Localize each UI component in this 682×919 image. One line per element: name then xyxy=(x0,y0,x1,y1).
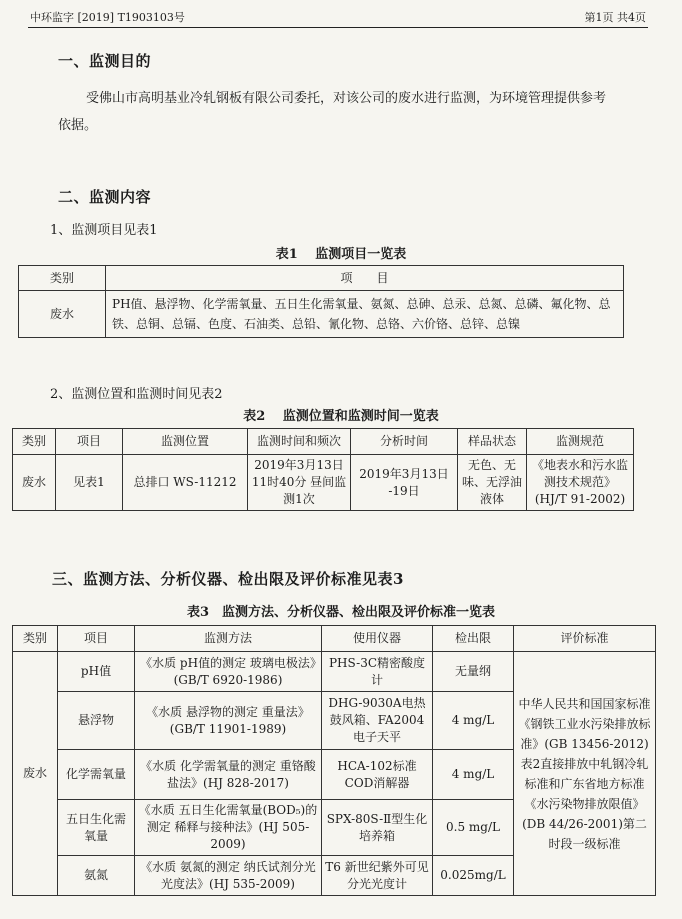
table3-limit: 0.5 mg/L xyxy=(433,800,514,856)
table3-item: 氨氮 xyxy=(58,856,135,896)
section3-title: 三、监测方法、分析仪器、检出限及评价标准见表3 xyxy=(52,570,404,588)
table3-method: 《水质 悬浮物的测定 重量法》(GB/T 11901-1989) xyxy=(135,692,322,750)
section1-title: 一、监测目的 xyxy=(58,52,152,70)
header-rule xyxy=(28,27,648,28)
table3-method: 《水质 氨氮的测定 纳氏试剂分光光度法》(HJ 535-2009) xyxy=(135,856,322,896)
table3-standard: 中华人民共和国国家标准《钢铁工业水污染排放标准》(GB 13456-2012)表2直接排放中轧钢冷轧标准和广东省地方标准《水污染物排放限值》(DB 44/26-2001)第二时段一级标准 xyxy=(514,652,656,896)
table3-instrument: DHG-9030A电热鼓风箱、FA2004电子天平 xyxy=(322,692,433,750)
section2-sub2: 2、监测位置和监测时间见表2 xyxy=(50,387,223,402)
table3-header: 监测方法 xyxy=(135,626,322,652)
table3-limit: 无量纲 xyxy=(433,652,514,692)
table2-header: 样品状态 xyxy=(458,429,527,455)
table1-items: PH值、悬浮物、化学需氧量、五日生化需氧量、氨氮、总砷、总汞、总氮、总磷、氟化物、总铁、总铜、总镉、色度、石油类、总铅、氰化物、总铬、六价铬、总锌、总镍 xyxy=(106,291,624,338)
table2-caption: 表2 监测位置和监测时间一览表 xyxy=(243,409,439,424)
document-number: 中环监字 [2019] T1903103号 xyxy=(30,11,185,24)
table3-caption: 表3 监测方法、分析仪器、检出限及评价标准一览表 xyxy=(186,605,496,620)
table3-limit: 4 mg/L xyxy=(433,692,514,750)
section1-paragraph: 受佛山市高明基业冷轧钢板有限公司委托，对该公司的废水进行监测，为环境管理提供参考依据。 xyxy=(58,91,607,133)
table2-cell: 无色、无味、无浮油液体 xyxy=(458,455,527,511)
page-number: 第1页 共4页 xyxy=(584,11,646,24)
table3-header: 项目 xyxy=(58,626,135,652)
table2-header: 类别 xyxy=(13,429,56,455)
table2-cell: 见表1 xyxy=(56,455,123,511)
table1-header-items: 项 目 xyxy=(106,266,624,291)
table2-cell: 2019年3月13日 11时40分 昼间监测1次 xyxy=(248,455,351,511)
table3-header: 检出限 xyxy=(433,626,514,652)
table3-instrument: PHS-3C精密酸度计 xyxy=(322,652,433,692)
table2-cell: 《地表水和污水监测技术规范》 (HJ/T 91-2002) xyxy=(527,455,634,511)
table1-header-category: 类别 xyxy=(19,266,106,291)
table1 xyxy=(18,265,624,338)
table1-category: 废水 xyxy=(19,291,106,338)
table3 xyxy=(12,625,656,896)
table3-item: 五日生化需氧量 xyxy=(58,800,135,856)
table3-limit: 4 mg/L xyxy=(433,750,514,800)
table2-cell: 废水 xyxy=(13,455,56,511)
table3-item: 悬浮物 xyxy=(58,692,135,750)
table3-header: 评价标准 xyxy=(514,626,656,652)
table2-header: 分析时间 xyxy=(351,429,458,455)
section2-sub1: 1、监测项目见表1 xyxy=(50,223,158,238)
page-header xyxy=(30,9,646,27)
table3-instrument: HCA-102标准COD消解器 xyxy=(322,750,433,800)
table2-header: 监测位置 xyxy=(123,429,248,455)
table2-cell: 总排口 WS-11212 xyxy=(123,455,248,511)
section2-title: 二、监测内容 xyxy=(58,188,152,206)
table2-cell: 2019年3月13日 -19日 xyxy=(351,455,458,511)
table3-category: 废水 xyxy=(13,652,58,896)
table3-header: 类别 xyxy=(13,626,58,652)
table2-header: 监测时间和频次 xyxy=(248,429,351,455)
table3-method: 《水质 化学需氧量的测定 重铬酸盐法》(HJ 828-2017) xyxy=(135,750,322,800)
table3-item: 化学需氧量 xyxy=(58,750,135,800)
table2 xyxy=(12,428,634,511)
table3-method: 《水质 pH值的测定 玻璃电极法》(GB/T 6920-1986) xyxy=(135,652,322,692)
table3-item: pH值 xyxy=(58,652,135,692)
table3-instrument: SPX-80S-Ⅱ型生化培养箱 xyxy=(322,800,433,856)
table3-instrument: T6 新世纪紫外可见分光光度计 xyxy=(322,856,433,896)
table2-header: 项目 xyxy=(56,429,123,455)
table3-limit: 0.025mg/L xyxy=(433,856,514,896)
table3-header: 使用仪器 xyxy=(322,626,433,652)
table1-caption: 表1 监测项目一览表 xyxy=(275,247,407,262)
table3-method: 《水质 五日生化需氧量(BOD₅)的测定 稀释与接种法》(HJ 505-2009) xyxy=(135,800,322,856)
table2-header: 监测规范 xyxy=(527,429,634,455)
